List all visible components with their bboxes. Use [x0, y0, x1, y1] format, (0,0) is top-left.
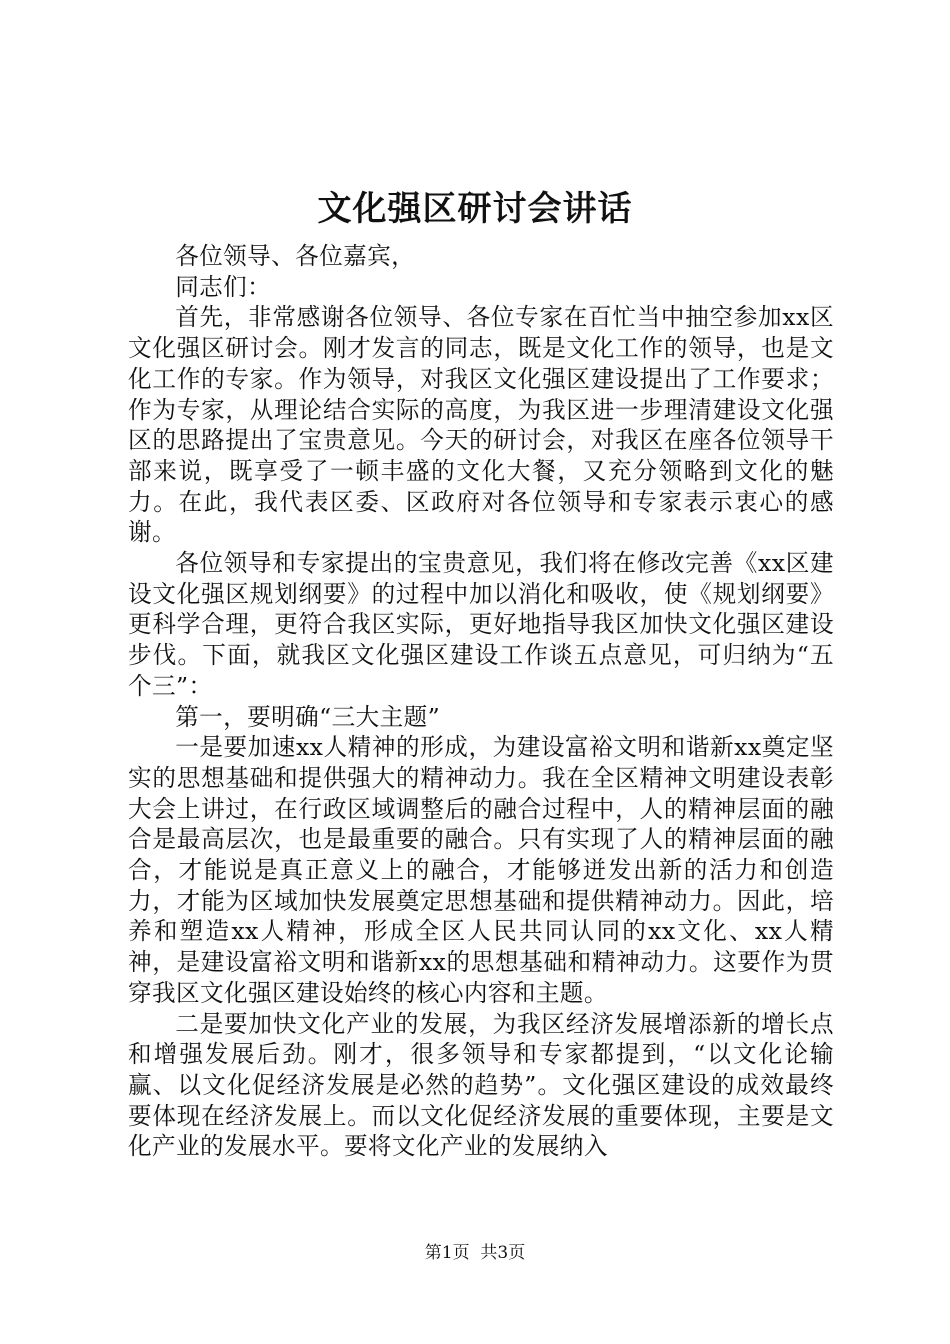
body-paragraph: 一是要加速xx人精神的形成，为建设富裕文明和谐新xx奠定坚实的思想基础和提供强大的精神动力。我在全区精神文明建设表彰大会上讲过，在行政区域调整后的融合过程中，人的精神层面的融合是最高层次，也是最重要的融合。只有实现了人的精神层面的融合，才能说是真正意义上的融合，才能够迸发出新的活力和创造力，才能为区域加快发展奠定思想基础和提供精神动力。因此，培养和塑造xx人精神，形成全区人民共同认同的xx文化、xx人精神，是建设富裕文明和谐新xx的思想基础和精神动力。这要作为贯穿我区文化强区建设始终的核心内容和主题。 — [128, 733, 834, 1007]
page-title: 文化强区研讨会讲话 — [317, 189, 633, 229]
page-total: 共3页 — [480, 1243, 526, 1263]
body-paragraph: 各位领导和专家提出的宝贵意见，我们将在修改完善《xx区建设文化强区规划纲要》的过程中加以消化和吸收，使《规划纲要》更科学合理，更符合我区实际，更好地指导我区加快文化强区建设步伐。下面，就我区文化强区建设工作谈五点意见，可归纳为“五个三”： — [128, 549, 834, 700]
salutation-line: 同志们： — [175, 272, 272, 301]
page-number: 第1页 — [424, 1243, 470, 1263]
salutation-line: 各位领导、各位嘉宾， — [175, 242, 416, 270]
body-paragraph: 二是要加快文化产业的发展，为我区经济发展增添新的增长点和增强发展后劲。刚才，很多领导和专家都提到，“以文化论输赢、以文化促经济发展是必然的趋势”。文化强区建设的成效最终要体现在经济发展上。而以文化促经济发展的重要体现，主要是文化产业的发展水平。要将文化产业的发展纳入 — [128, 1009, 834, 1161]
section-heading: 第一，要明确“三大主题” — [175, 702, 441, 731]
body-paragraph: 首先，非常感谢各位领导、各位专家在百忙当中抽空参加xx区文化强区研讨会。刚才发言的同志，既是文化工作的领导，也是文化工作的专家。作为领导，对我区文化强区建设提出了工作要求；作为专家，从理论结合实际的高度，为我区进一步理清建设文化强区的思路提出了宝贵意见。今天的研讨会，对我区在座各位领导干部来说，既享受了一顿丰盛的文化大餐，又充分领略到文化的魅力。在此，我代表区委、区政府对各位领导和专家表示衷心的感谢。 — [128, 303, 834, 547]
page-footer — [0, 1241, 950, 1265]
document-body — [128, 241, 834, 1162]
